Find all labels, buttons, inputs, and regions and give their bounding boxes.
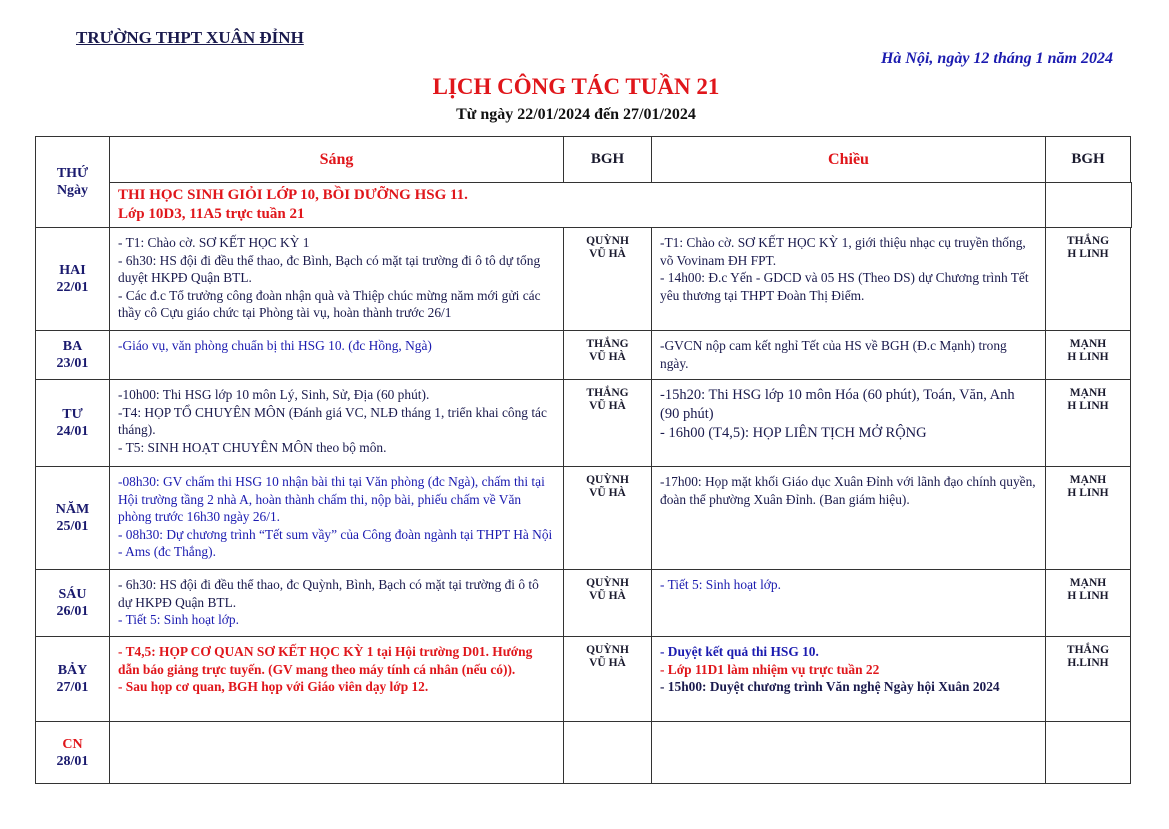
morning-cell	[110, 637, 564, 722]
bgh-afternoon	[1046, 228, 1131, 331]
morning-item: -10h00: Thi HSG lớp 10 môn Lý, Sinh, Sử, Địa (60 phút).	[118, 387, 430, 402]
afternoon-cell	[652, 228, 1046, 331]
page-title: LỊCH CÔNG TÁC TUẦN 21	[432, 74, 720, 99]
bgh-morning	[564, 331, 652, 380]
header-sang: Sáng	[110, 137, 564, 183]
morning-item: - Các đ.c Tổ trưởng công đoàn nhận quà và Thiệp chúc mừng năm mới gửi các thầy cô Cựu giáo chức tại Phòng tài vụ, hoàn thành trước 26/1	[118, 287, 541, 320]
morning-item: -T4: HỌP TỔ CHUYÊN MÔN (Đánh giá VC, NLĐ tháng 1, triển khai công tác tháng).	[118, 404, 547, 437]
day-name: CN	[62, 737, 83, 752]
afternoon-item: -GVCN nộp cam kết nghỉ Tết của HS về BGH (Đ.c Mạnh) trong ngày.	[660, 338, 1007, 371]
morning-cell	[110, 722, 564, 784]
day-cell	[36, 331, 110, 380]
notice-line2: Lớp 10D3, 11A5 trực tuần 21	[118, 206, 305, 222]
day-date: 28/01	[56, 754, 89, 769]
bgh-morning	[564, 722, 652, 784]
afternoon-item: -15h20: Thi HSG lớp 10 môn Hóa (60 phút), Toán, Văn, Anh (90 phút)	[660, 387, 1015, 422]
bgh-name: VŨ HÀ	[589, 400, 626, 412]
afternoon-cell	[652, 331, 1046, 380]
morning-item: - 6h30: HS đội đi đều thể thao, đc Bình, Bạch có mặt tại trường đi ô tô dự tổng duyệt HKPĐ Quận BTL.	[118, 252, 541, 285]
afternoon-item: -T1: Chào cờ. SƠ KẾT HỌC KỲ 1, giới thiệu nhạc cụ truyền thống, võ Vovinam ĐH FPT.	[660, 235, 1026, 268]
day-date: 25/01	[56, 519, 89, 534]
day-row-tu	[36, 380, 1132, 467]
bgh-morning	[564, 637, 652, 722]
day-row-nam	[36, 467, 1132, 570]
page-subtitle: Từ ngày 22/01/2024 đến 27/01/2024	[456, 106, 696, 123]
bgh-afternoon	[1046, 467, 1131, 570]
bgh-afternoon	[1046, 722, 1131, 784]
day-date: 26/01	[56, 604, 89, 619]
afternoon-cell	[652, 380, 1046, 467]
header-row	[36, 137, 1132, 183]
bgh-afternoon	[1046, 570, 1131, 637]
afternoon-item: -17h00: Họp mặt khối Giáo dục Xuân Đỉnh với lãnh đạo chính quyền, đoàn thể phường Xuân Đỉnh. (Ban giám hiệu).	[660, 474, 1036, 507]
afternoon-item: - 15h00: Duyệt chương trình Văn nghệ Ngày hội Xuân 2024	[660, 679, 1000, 694]
day-name: NĂM	[55, 502, 90, 517]
bgh-name: VŨ HÀ	[589, 351, 626, 363]
day-name: TƯ	[62, 407, 83, 422]
morning-item: -08h30: GV chấm thi HSG 10 nhận bài thi tại Văn phòng (đc Ngà), chấm thi tại Hội trường tầng 2 nhà A, hoàn thành chấm thi, nộp bài, phiếu chấm về Văn phòng trước 16h30 ngày 26/1.	[118, 474, 545, 524]
bgh-afternoon	[1046, 331, 1131, 380]
morning-cell	[110, 331, 564, 380]
bgh-morning	[564, 228, 652, 331]
day-name: BẢY	[57, 663, 88, 678]
notice-empty	[1046, 183, 1132, 228]
afternoon-item: - Duyệt kết quả thi HSG 10.	[660, 644, 819, 659]
afternoon-item: - Lớp 11D1 làm nhiệm vụ trực tuần 22	[660, 661, 880, 677]
day-cell	[36, 722, 110, 784]
morning-cell	[110, 380, 564, 467]
bgh-name: H LINH	[1067, 351, 1109, 363]
day-row-cn	[36, 722, 1132, 784]
bgh-morning	[564, 467, 652, 570]
morning-item: - Sau họp cơ quan, BGH họp với Giáo viên dạy lớp 12.	[118, 679, 429, 694]
afternoon-cell	[652, 570, 1046, 637]
day-row-sau	[36, 570, 1132, 637]
bgh-name: H LINH	[1067, 400, 1109, 412]
notice-row	[36, 183, 1132, 228]
header-ngay: Ngày	[56, 183, 89, 198]
day-date: 23/01	[56, 356, 89, 371]
bgh-name: VŨ HÀ	[589, 248, 626, 260]
bgh-morning	[564, 570, 652, 637]
morning-item: - T5: SINH HOẠT CHUYÊN MÔN theo bộ môn.	[118, 439, 387, 455]
bgh-name: VŨ HÀ	[589, 657, 626, 669]
bgh-name: QUỲNH	[586, 644, 629, 656]
bgh-name: VŨ HÀ	[589, 590, 626, 602]
afternoon-item: - Tiết 5: Sinh hoạt lớp.	[660, 577, 781, 592]
header-thu: THỨ	[56, 166, 89, 181]
header-bgh-sang: BGH	[564, 137, 652, 183]
day-cell	[36, 228, 110, 331]
day-date: 27/01	[56, 680, 89, 695]
morning-item: - T1: Chào cờ. SƠ KẾT HỌC KỲ 1	[118, 235, 310, 250]
afternoon-cell	[652, 722, 1046, 784]
day-cell	[36, 467, 110, 570]
day-name: BA	[62, 339, 83, 354]
bgh-name: MẠNH	[1069, 474, 1107, 486]
afternoon-cell	[652, 637, 1046, 722]
bgh-name: VŨ HÀ	[589, 487, 626, 499]
morning-item: - Tiết 5: Sinh hoạt lớp.	[118, 612, 239, 627]
afternoon-cell	[652, 467, 1046, 570]
morning-item: -Giáo vụ, văn phòng chuẩn bị thi HSG 10. (đc Hồng, Ngà)	[118, 338, 432, 353]
bgh-name: QUỲNH	[586, 474, 629, 486]
day-date: 24/01	[56, 424, 89, 439]
header-bgh-chieu: BGH	[1046, 137, 1131, 183]
day-name: HAI	[59, 263, 86, 278]
bgh-name: THẮNG	[1066, 644, 1110, 656]
date-line: Hà Nội, ngày 12 tháng 1 năm 2024	[880, 50, 1113, 67]
bgh-name: THẮNG	[586, 387, 629, 399]
morning-item: - 6h30: HS đội đi đều thể thao, đc Quỳnh, Bình, Bạch có mặt tại trường đi ô tô dự HKPĐ Quận BTL.	[118, 577, 539, 610]
day-row-hai	[36, 228, 1132, 331]
bgh-afternoon	[1046, 637, 1131, 722]
bgh-name: MẠNH	[1069, 338, 1107, 350]
header-day	[36, 137, 110, 228]
afternoon-item: - 16h00 (T4,5): HỌP LIÊN TỊCH MỞ RỘNG	[660, 425, 927, 441]
day-date: 22/01	[56, 280, 89, 295]
day-row-bay	[36, 637, 1132, 722]
afternoon-item: - 14h00: Đ.c Yến - GDCD và 05 HS (Theo DS) dự Chương trình Tết yêu thương tại THPT Đoàn Thị Điểm.	[660, 270, 1029, 303]
bgh-morning	[564, 380, 652, 467]
day-cell	[36, 570, 110, 637]
day-name: SÁU	[58, 587, 87, 602]
bgh-name: H LINH	[1067, 487, 1109, 499]
bgh-name: THẮNG	[1066, 235, 1110, 247]
school-name: TRƯỜNG THPT XUÂN ĐỈNH	[76, 28, 304, 47]
bgh-name: MẠNH	[1069, 577, 1107, 589]
morning-cell	[110, 467, 564, 570]
day-cell	[36, 380, 110, 467]
notice-cell	[110, 183, 1046, 228]
bgh-name: H LINH	[1067, 248, 1109, 260]
notice-line1: THI HỌC SINH GIỎI LỚP 10, BỒI DƯỠNG HSG 11.	[118, 187, 468, 203]
bgh-name: QUỲNH	[586, 577, 629, 589]
header-chieu: Chiều	[652, 137, 1046, 183]
morning-cell	[110, 570, 564, 637]
morning-item: - 08h30: Dự chương trình “Tết sum vầy” của Công đoàn ngành tại THPT Hà Nội - Ams (đc Thắng).	[118, 526, 553, 559]
day-cell	[36, 637, 110, 722]
bgh-name: H.LINH	[1067, 657, 1109, 669]
morning-item: - T4,5: HỌP CƠ QUAN SƠ KẾT HỌC KỲ 1 tại Hội trường D01. Hướng dẫn báo giảng trực tuyến. (GV mang theo máy tính cá nhân (nếu có)).	[118, 644, 533, 677]
bgh-afternoon	[1046, 380, 1131, 467]
morning-cell	[110, 228, 564, 331]
bgh-name: MẠNH	[1069, 387, 1107, 399]
schedule-table	[35, 136, 1132, 784]
bgh-name: H LINH	[1067, 590, 1109, 602]
bgh-name: QUỲNH	[586, 235, 629, 247]
day-row-ba	[36, 331, 1132, 380]
bgh-name: THẮNG	[586, 338, 629, 350]
